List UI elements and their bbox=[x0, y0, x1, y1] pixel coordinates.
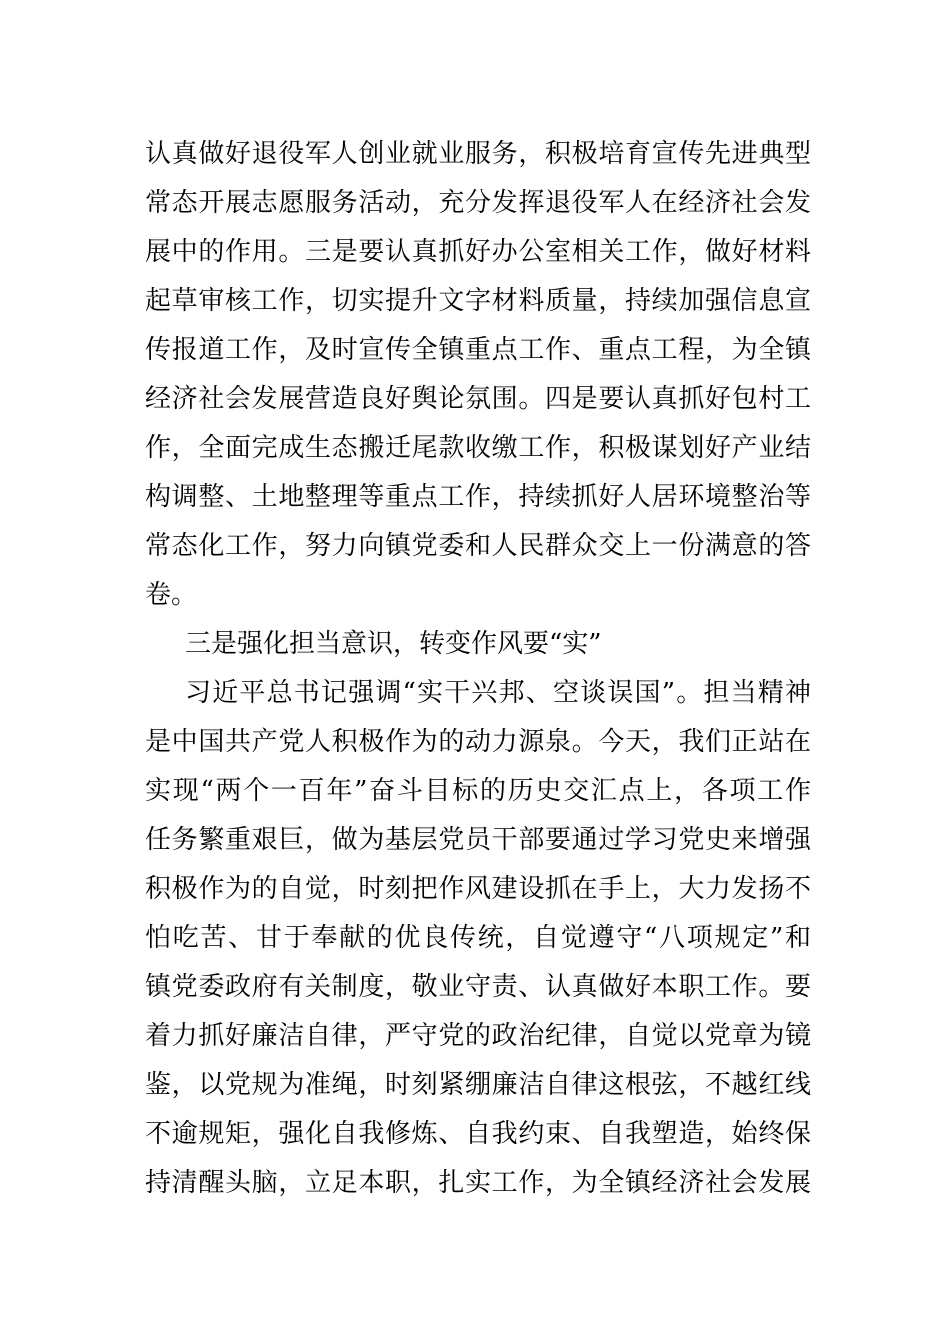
paragraph-line: 积极作为的自觉，时刻把作风建设抓在手上，大力发扬不 bbox=[145, 874, 811, 904]
paragraph-line: 常态化工作，努力向镇党委和人民群众交上一份满意的答 bbox=[145, 531, 811, 561]
paragraph-line: 镇党委政府有关制度，敬业守责、认真做好本职工作。要 bbox=[145, 972, 811, 1002]
paragraph-line: 展中的作用。三是要认真抓好办公室相关工作，做好材料 bbox=[145, 237, 811, 267]
paragraph-line: 怕吃苦、甘于奉献的优良传统，自觉遵守“八项规定”和 bbox=[145, 923, 811, 953]
paragraph-line: 经济社会发展营造良好舆论氛围。四是要认真抓好包村工 bbox=[145, 384, 811, 414]
paragraph-line: 任务繁重艰巨，做为基层党员干部要通过学习党史来增强 bbox=[145, 825, 811, 855]
paragraph-line: 是中国共产党人积极作为的动力源泉。今天，我们正站在 bbox=[145, 727, 811, 757]
paragraph-line-last: 卷。 bbox=[145, 580, 198, 610]
paragraph-line: 传报道工作，及时宣传全镇重点工作、重点工程，为全镇 bbox=[145, 335, 811, 365]
paragraph-line: 起草审核工作，切实提升文字材料质量，持续加强信息宣 bbox=[145, 286, 811, 316]
paragraph-line: 作，全面完成生态搬迁尾款收缴工作，积极谋划好产业结 bbox=[145, 433, 811, 463]
paragraph-line: 认真做好退役军人创业就业服务，积极培育宣传先进典型 bbox=[145, 139, 811, 169]
paragraph-line: 着力抓好廉洁自律，严守党的政治纪律，自觉以党章为镜 bbox=[145, 1021, 811, 1051]
section-heading: 三是强化担当意识，转变作风要“实” bbox=[185, 629, 602, 659]
paragraph-first-line: 习近平总书记强调“实干兴邦、空谈误国”。担当精神 bbox=[185, 678, 811, 708]
paragraph-line: 鉴，以党规为准绳，时刻紧绷廉洁自律这根弦，不越红线 bbox=[145, 1070, 811, 1100]
paragraph-line: 不逾规矩，强化自我修炼、自我约束、自我塑造，始终保 bbox=[145, 1119, 811, 1149]
paragraph-line: 常态开展志愿服务活动，充分发挥退役军人在经济社会发 bbox=[145, 188, 811, 218]
paragraph-line: 构调整、土地整理等重点工作，持续抓好人居环境整治等 bbox=[145, 482, 811, 512]
paragraph-line: 持清醒头脑，立足本职，扎实工作，为全镇经济社会发展 bbox=[145, 1168, 811, 1198]
paragraph-line: 实现“两个一百年”奋斗目标的历史交汇点上，各项工作 bbox=[145, 776, 811, 806]
document-body bbox=[145, 130, 811, 1208]
